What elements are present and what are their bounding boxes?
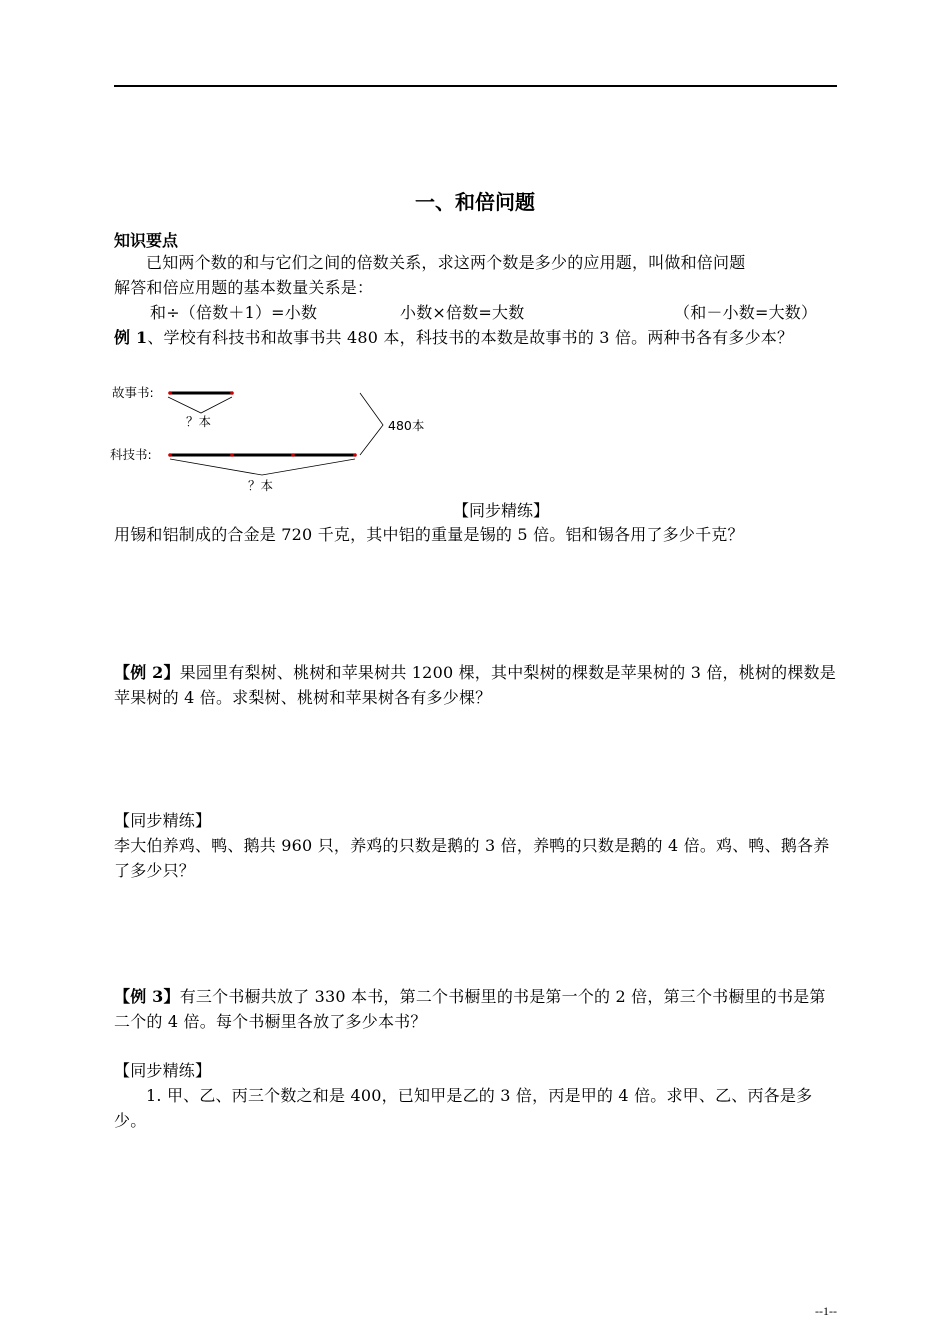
story-book-brace	[168, 397, 232, 413]
knowledge-line-2: 解答和倍应用题的基本数量关系是：	[114, 278, 374, 297]
story-book-label: 故事书:	[112, 385, 154, 400]
tech-book-label: 科技书:	[110, 447, 152, 462]
page-title: 一、和倍问题	[415, 190, 535, 214]
example-3	[114, 984, 837, 1034]
story-book-end-dot	[230, 391, 234, 395]
practice-1-text: 用锡和铝制成的合金是 720 千克，其中铝的重量是锡的 5 倍。铝和锡各用了多少千克？	[114, 525, 744, 544]
tech-book-brace	[170, 459, 355, 475]
example-1-text: 、学校有科技书和故事书共 480 本，科技书的本数是故事书的 3 倍。两种书各有多少本？	[147, 328, 794, 347]
practice-3-text: 1. 甲、乙、丙三个数之和是 400，已知甲是乙的 3 倍，丙是甲的 4 倍。求甲、乙、丙各是多少。	[114, 1086, 813, 1130]
tech-book-dot-3	[291, 453, 295, 457]
knowledge-line-1: 已知两个数的和与它们之间的倍数关系，求这两个数是多少的应用题，叫做和倍问题	[146, 253, 746, 272]
tech-book-dot-4	[353, 453, 357, 457]
example-2-label: 【例 2】	[114, 663, 180, 682]
example-1-label: 例 1	[114, 328, 148, 347]
practice-1-heading: 【同步精练】	[453, 501, 550, 520]
tech-book-dot-1	[168, 453, 172, 457]
knowledge-heading: 知识要点	[114, 231, 179, 250]
formula-row	[114, 300, 837, 325]
example-3-label: 【例 3】	[114, 987, 180, 1006]
line-segment-diagram	[100, 380, 440, 500]
formula-c: （和－小数=大数）	[674, 303, 818, 322]
example-2-text: 果园里有梨树、桃树和苹果树共 1200 棵，其中梨树的棵数是苹果树的 3 倍，桃树的棵数是苹果树的 4 倍。求梨树、桃树和苹果树各有多少棵？	[114, 663, 836, 707]
practice-3-heading: 【同步精练】	[114, 1061, 212, 1080]
formula-b: 小数×倍数=大数	[400, 303, 525, 322]
page-number: --1--	[815, 1304, 837, 1318]
total-label: 480本	[388, 418, 425, 433]
example-3-text: 有三个书橱共放了 330 本书，第二个书橱里的书是第一个的 2 倍，第三个书橱里的书是第二个的 4 倍。每个书橱里各放了多少本书？	[114, 987, 826, 1031]
story-book-start-dot	[168, 391, 172, 395]
header-rule	[114, 85, 837, 87]
example-1	[114, 325, 837, 350]
practice-2-text: 李大伯养鸡、鸭、鹅共 960 只，养鸡的只数是鹅的 3 倍，养鸭的只数是鹅的 4 倍。鸡、鸭、鹅各养了多少只？	[114, 836, 830, 880]
formula-a: 和÷（倍数＋1）=小数	[150, 303, 318, 322]
story-book-question: ？本	[186, 414, 212, 429]
practice-2-heading: 【同步精练】	[114, 811, 212, 830]
example-2	[114, 660, 837, 710]
total-brace	[360, 393, 383, 455]
tech-book-dot-2	[230, 453, 234, 457]
tech-book-question: ？本	[248, 478, 274, 493]
